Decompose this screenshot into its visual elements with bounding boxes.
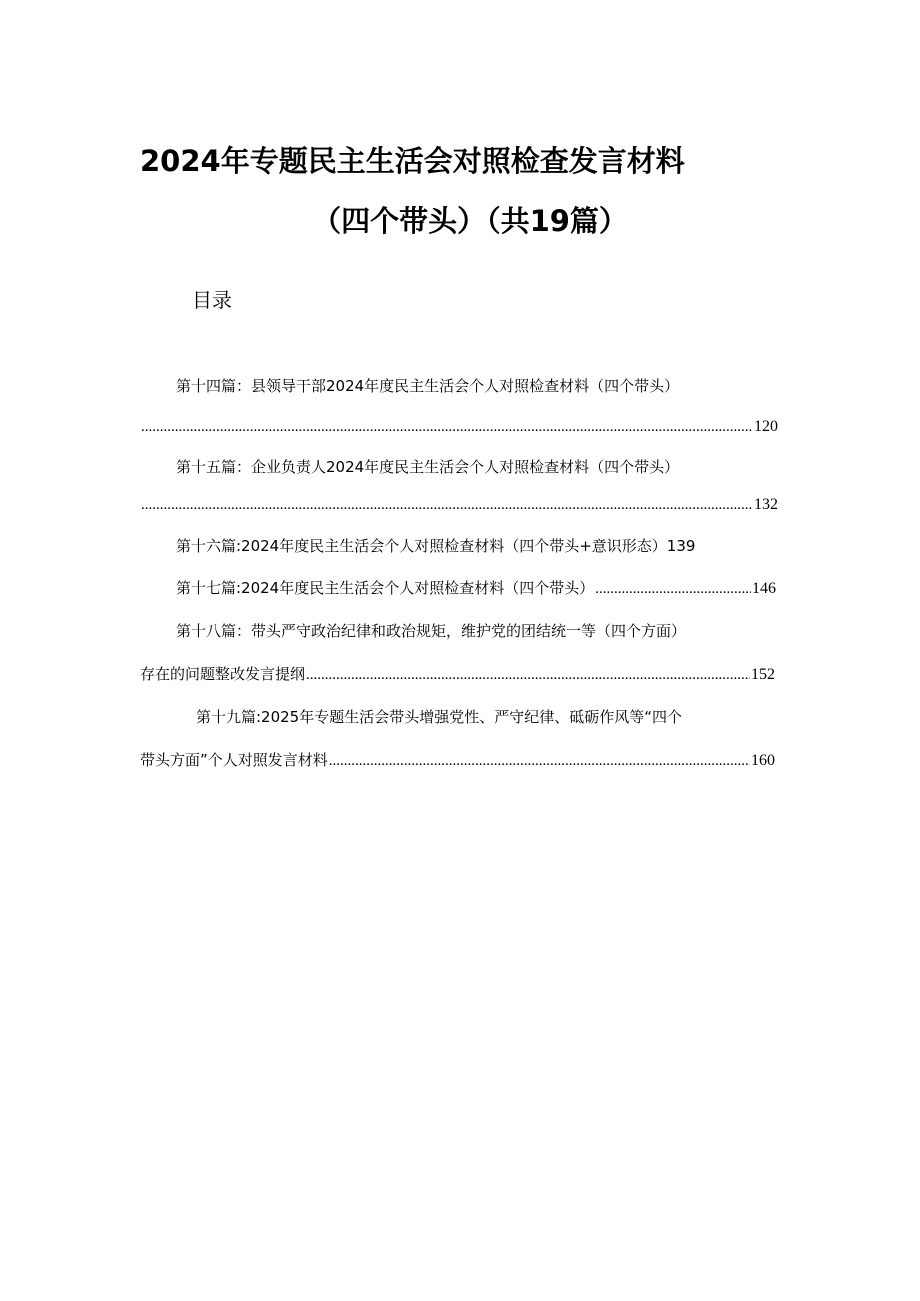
toc-entry-text-cont: 存在的问题整改发言提纲 xyxy=(140,665,306,683)
toc-entry-text: 第十八篇：带头严守政治纪律和政治规矩，维护党的团结统一等（四个方面） xyxy=(176,622,687,640)
dot-leader xyxy=(595,578,751,600)
toc-entry-18-leader[interactable] xyxy=(140,663,775,686)
toc-entry-text: 第十五篇：企业负责人2024年度民主生活会个人对照检查材料（四个带头） xyxy=(176,458,680,476)
toc-entry-text-cont: 带头方面”个人对照发言材料 xyxy=(140,751,328,769)
toc-entry-page: 152 xyxy=(751,666,775,683)
dot-leader xyxy=(141,416,753,438)
toc-entry-text: 第十九篇:2025年专题生活会带头增强党性、严守纪律、砥砺作风等“四个 xyxy=(196,708,683,726)
toc-entry-14-leader[interactable] xyxy=(140,416,778,438)
toc-entry-18-title[interactable] xyxy=(176,620,776,642)
document-title-line-1: 2024年专题民主生活会对照检查发言材料 xyxy=(140,144,685,178)
toc-entry-15-leader[interactable] xyxy=(140,494,778,516)
toc-entry-15-title[interactable] xyxy=(176,456,776,478)
toc-entry-19-title[interactable] xyxy=(196,706,776,728)
toc-entry-page: 146 xyxy=(752,580,776,597)
dot-leader xyxy=(329,750,750,772)
toc-entry-19-leader[interactable] xyxy=(140,749,775,772)
toc-heading: 目录 xyxy=(192,288,232,312)
toc-entry-text: 第十六篇:2024年度民主生活会个人对照检查材料（四个带头+意识形态）139 xyxy=(176,537,696,555)
dot-leader xyxy=(141,494,753,516)
toc-entry-page: 132 xyxy=(754,496,778,513)
document-title-line-2: （四个带头）（共19篇） xyxy=(312,204,628,238)
toc-entry-text: 第十七篇:2024年度民主生活会个人对照检查材料（四个带头） xyxy=(176,579,595,597)
toc-entry-14-title[interactable] xyxy=(176,375,776,397)
toc-entry-page: 160 xyxy=(751,752,775,769)
dot-leader xyxy=(306,664,750,686)
toc-entry-text: 第十四篇：县领导干部2024年度民主生活会个人对照检查材料（四个带头） xyxy=(176,377,680,395)
toc-entry-17[interactable] xyxy=(176,577,776,600)
toc-entry-16[interactable] xyxy=(176,535,776,557)
toc-entry-page: 120 xyxy=(754,418,778,435)
